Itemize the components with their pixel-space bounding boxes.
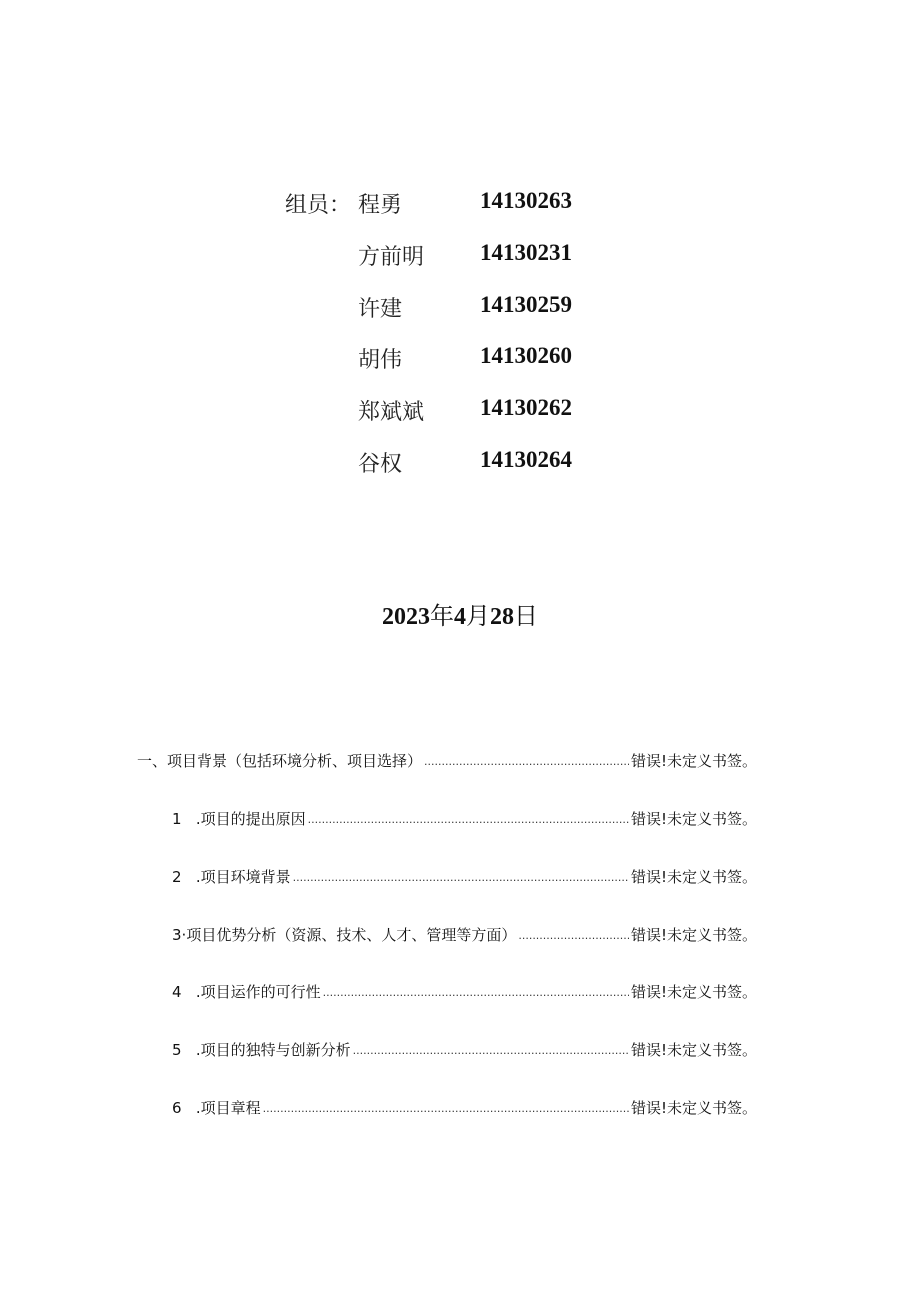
toc-leader-dots: [424, 755, 629, 768]
toc-entry[interactable]: [172, 1097, 757, 1118]
toc-leader-dots: [353, 1044, 629, 1057]
toc-entry-title: .项目章程: [195, 1099, 261, 1117]
toc-leader-dots: [293, 871, 629, 884]
toc-entry-title: .项目的提出原因: [195, 810, 306, 828]
toc-entry-page: 错误!未定义书签。: [630, 1099, 757, 1117]
toc-entry[interactable]: [172, 924, 757, 945]
toc-entry-number: 3·: [172, 926, 187, 944]
member-id: 14130260: [480, 343, 572, 368]
member-id: 14130259: [480, 292, 572, 317]
toc-entry[interactable]: [172, 981, 757, 1002]
toc-entry-title: 项目背景（包括环境分析、项目选择）: [167, 752, 423, 770]
toc-entry-page: 错误!未定义书签。: [630, 810, 757, 828]
toc-leader-dots: [323, 986, 629, 999]
toc-entry-page: 错误!未定义书签。: [630, 1041, 757, 1059]
member-name: 胡伟: [358, 348, 403, 373]
date-month: 4: [454, 604, 466, 630]
member-id: 14130231: [480, 240, 572, 265]
toc-entry-number: 4: [172, 983, 196, 1001]
date-day: 28: [490, 604, 514, 630]
toc-entry-number: 6: [172, 1099, 196, 1117]
toc-entry-title: .项目环境背景: [195, 868, 291, 886]
toc-leader-dots: [518, 929, 629, 942]
toc-entry-page: 错误!未定义书签。: [630, 983, 757, 1001]
member-name: 谷权: [358, 452, 403, 477]
date-month-unit: 月: [466, 602, 490, 630]
toc-entry[interactable]: [172, 1039, 757, 1060]
toc-entry-number: 一、: [137, 752, 168, 770]
toc-entry-title: .项目的独特与创新分析: [195, 1041, 351, 1059]
toc-leader-dots: [263, 1102, 629, 1115]
toc-entry-number: 2: [172, 868, 196, 886]
toc-entry-page: 错误!未定义书签。: [630, 926, 757, 944]
toc-entry[interactable]: [137, 750, 757, 771]
toc-entry-title: 项目优势分析（资源、技术、人才、管理等方面）: [186, 926, 517, 944]
toc-entry-number: 5: [172, 1041, 196, 1059]
date-day-unit: 日: [514, 602, 538, 630]
member-name: 程勇: [358, 193, 403, 218]
member-id: 14130263: [480, 188, 572, 213]
member-id: 14130262: [480, 395, 572, 420]
toc-leader-dots: [308, 813, 629, 826]
member-id: 14130264: [480, 447, 572, 472]
toc-entry-number: 1: [172, 810, 196, 828]
toc-entry-title: .项目运作的可行性: [195, 983, 321, 1001]
member-name: 许建: [358, 297, 403, 322]
toc-entry[interactable]: [172, 866, 757, 887]
toc-entry[interactable]: [172, 808, 757, 829]
toc-entry-page: 错误!未定义书签。: [630, 752, 757, 770]
date-year: 2023: [382, 604, 430, 630]
date-year-unit: 年: [430, 602, 454, 630]
member-name: 方前明: [358, 245, 425, 270]
member-name: 郑斌斌: [358, 400, 425, 425]
members-label: 组员：: [285, 193, 352, 218]
toc-entry-page: 错误!未定义书签。: [630, 868, 757, 886]
document-date: [0, 596, 920, 631]
